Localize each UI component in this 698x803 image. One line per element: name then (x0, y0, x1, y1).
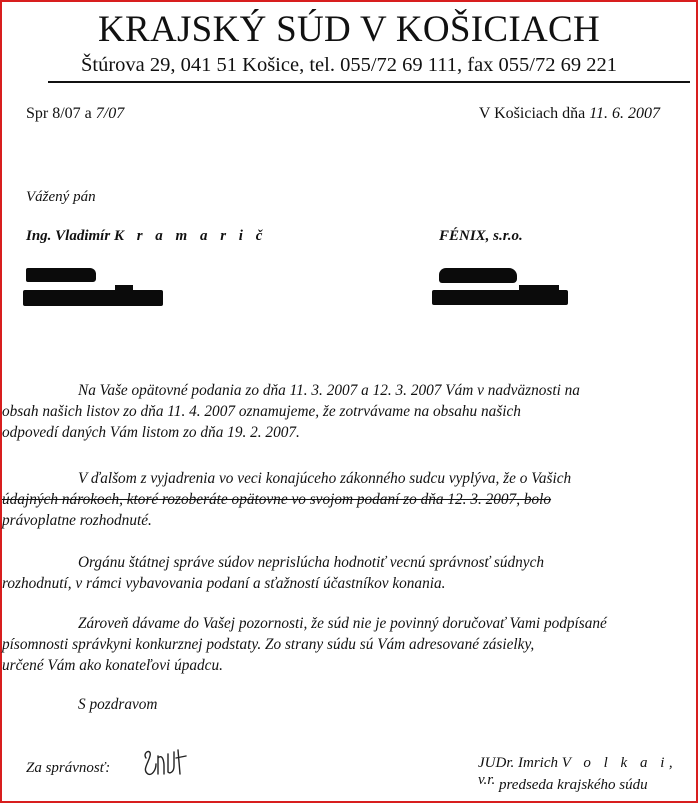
signer-name-prefix: JUDr. Imrich (478, 755, 558, 771)
paragraph-line: právoplatne rozhodnuté. (2, 512, 152, 529)
body-paragraph-2 (2, 468, 690, 531)
body-paragraph-4 (2, 613, 690, 676)
paragraph-line: Na Vaše opätovné podania zo dňa 11. 3. 2007 a 12. 3. 2007 Vám v nadväznosti na (78, 382, 580, 399)
paragraph-line: Orgánu štátnej správe súdov neprislúcha hodnotiť vecnú správnosť súdnych (78, 554, 545, 571)
court-name-heading: KRAJSKÝ SÚD V KOŠICIACH (97, 9, 601, 50)
paragraph-line: Zároveň dávame do Vašej pozornosti, že súd nie je povinný doručovať Vami podpísané (78, 615, 607, 632)
signer-role: predseda krajského súdu (499, 777, 648, 793)
redaction-bar (519, 285, 559, 294)
letter-date: 11. 6. 2007 (589, 105, 660, 122)
court-address: Štúrova 29, 041 51 Košice, tel. 055/72 69 111, fax 055/72 69 221 (81, 54, 617, 76)
redaction-bar (26, 268, 96, 282)
signer-suffix: v.r. (478, 772, 496, 788)
recipient-title-first: Ing. Vladimír (26, 228, 111, 244)
paragraph-line: určené Vám ako konateľovi úpadcu. (2, 657, 223, 674)
signer-surname: V o l k a i, (561, 755, 678, 771)
recipient-company: FÉNIX, s.r.o. (439, 228, 523, 244)
closing-phrase: S pozdravom (78, 696, 158, 713)
redaction-bar (115, 285, 133, 293)
body-paragraph-1 (2, 380, 690, 443)
verification-label: Za správnosť: (26, 760, 111, 776)
paragraph-line: odpovedí daných Vám listom zo dňa 19. 2. 2007. (2, 424, 300, 441)
paragraph-line: rozhodnutí, v rámci vybavovania podaní a sťažností účastníkov konania. (2, 575, 446, 592)
redaction-bar (439, 268, 517, 283)
salutation: Vážený pán (26, 189, 96, 205)
paragraph-line: údajných nárokoch, ktoré rozoberáte opätovne vo svojom podaní zo dňa 12. 3. 2007, bolo (2, 491, 552, 508)
paragraph-line: písomnosti správkyni konkurznej podstaty. Zo strany súdu sú Vám adresované zásielky, (2, 636, 535, 653)
header-divider (48, 81, 690, 83)
paragraph-line: obsah našich listov zo dňa 11. 4. 2007 oznamujeme, že zotrvávame na obsahu našich (2, 403, 521, 420)
paragraph-line: V ďalšom z vyjadrenia vo veci konajúceho zákonného sudcu vyplýva, že o Vašich (78, 470, 572, 487)
handwritten-initials-signature (138, 744, 190, 780)
recipient-name (26, 228, 267, 245)
place-and-date (479, 105, 660, 123)
reference-prefix: Spr 8/07 a (26, 105, 92, 122)
reference-number (26, 105, 124, 123)
place-label: V Košiciach dňa (478, 105, 586, 122)
body-paragraph-3 (2, 552, 690, 594)
recipient-surname: K r a m a r i č (113, 228, 267, 244)
redaction-bar (23, 290, 163, 306)
reference-suffix: 7/07 (95, 105, 125, 122)
